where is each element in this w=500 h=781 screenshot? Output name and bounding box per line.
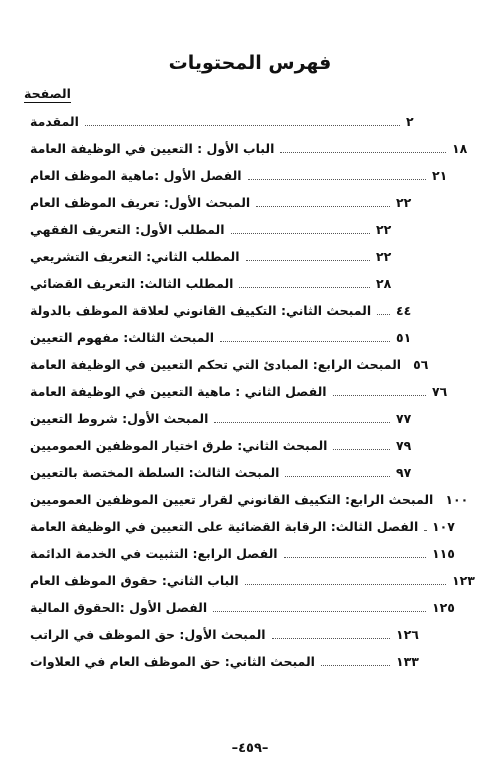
dot-leader bbox=[285, 476, 390, 477]
toc-label: المطلب الثاني: التعريف التشريعي bbox=[30, 248, 240, 264]
dot-leader bbox=[333, 395, 426, 396]
toc-row bbox=[30, 460, 432, 484]
toc-label: المبحث الثالث: مفهوم التعيين bbox=[30, 329, 215, 345]
toc-page-number: ٧٦ bbox=[432, 383, 448, 399]
toc-page-number: ٢٨ bbox=[376, 275, 392, 291]
toc-label: المبحث الثاني: حق الموظف العام في العلاوات bbox=[30, 653, 315, 669]
toc-label: المبحث الثالث: السلطة المختصة بالتعيين bbox=[30, 464, 280, 480]
toc-page-number: ٩٧ bbox=[396, 464, 412, 480]
toc-page-number: ٢ bbox=[406, 113, 414, 129]
toc-page-number: ٢١ bbox=[432, 167, 448, 183]
dot-leader bbox=[85, 125, 400, 126]
toc-label: الفصل الثاني : ماهية التعيين في الوظيفة العامة bbox=[30, 383, 327, 399]
toc-label: المبحث الأول: حق الموظف في الراتب bbox=[30, 626, 266, 642]
toc-label: الباب الأول : التعيين في الوظيفة العامة bbox=[30, 140, 275, 156]
toc-page-number: ٧٩ bbox=[396, 437, 412, 453]
dot-leader bbox=[256, 206, 390, 207]
toc-page-number: ٥٦ bbox=[413, 356, 429, 372]
toc-label: المطلب الأول: التعريف الفقهي bbox=[30, 221, 225, 237]
toc-row bbox=[30, 136, 488, 160]
toc-label: المقدمة bbox=[30, 113, 79, 129]
toc-row bbox=[30, 487, 469, 511]
toc-row bbox=[30, 595, 468, 619]
toc-page-number: ١١٥ bbox=[432, 545, 455, 561]
toc-page-number: ٥١ bbox=[396, 329, 412, 345]
toc-label: المبحث الأول: تعريف الموظف العام bbox=[30, 194, 251, 210]
toc-page-number: ١٠٠ bbox=[445, 491, 469, 507]
toc-page-number: ١٢٥ bbox=[432, 599, 455, 615]
dot-leader bbox=[424, 530, 426, 531]
toc-label: المطلب الثالث: التعريف القضائي bbox=[30, 275, 234, 291]
dot-leader bbox=[220, 341, 390, 342]
toc-page-number: ١٢٦ bbox=[396, 626, 419, 642]
toc-page-number: ٤٤ bbox=[396, 302, 412, 318]
toc-page-number: ٢٢ bbox=[376, 248, 392, 264]
footer-page-number: –٤٥٩– bbox=[231, 741, 269, 756]
dot-leader bbox=[245, 584, 446, 585]
toc-page-number: ١٢٣ bbox=[452, 572, 475, 588]
toc-label: المبحث الثاني: التكييف القانوني لعلاقة الموظف بالدولة bbox=[30, 302, 372, 318]
toc-row bbox=[30, 109, 442, 133]
toc-page-number: ١٠٧ bbox=[432, 518, 455, 534]
toc-row bbox=[30, 190, 432, 214]
page-column-header: الصفحة bbox=[24, 86, 71, 101]
toc-row bbox=[30, 406, 432, 430]
dot-leader bbox=[214, 422, 390, 423]
dot-leader bbox=[321, 665, 390, 666]
toc-page-number: ٢٢ bbox=[376, 221, 392, 237]
toc-label: المبحث الرابع: التكييف القانوني لقرار تعيين الموظفين العموميين bbox=[30, 491, 434, 507]
toc-row bbox=[30, 568, 488, 592]
toc-row bbox=[30, 244, 412, 268]
dot-leader bbox=[333, 449, 390, 450]
toc-page-number: ٧٧ bbox=[396, 410, 412, 426]
toc-label: الفصل الثالث: الرقابة القضائية على التعيين في الوظيفة العامة bbox=[30, 518, 419, 534]
toc-row bbox=[30, 379, 468, 403]
toc-row bbox=[30, 352, 432, 376]
toc-label: المبحث الثاني: طرق اختيار الموظفين العموميين bbox=[30, 437, 328, 453]
toc-row bbox=[30, 271, 412, 295]
page-title: فهرس المحتويات bbox=[168, 52, 332, 74]
dot-leader bbox=[272, 638, 390, 639]
toc-row bbox=[30, 514, 468, 538]
toc-label: الفصل الأول :ماهية الموظف العام bbox=[30, 167, 242, 183]
toc-row bbox=[30, 649, 432, 673]
toc-row bbox=[30, 541, 468, 565]
dot-leader bbox=[377, 314, 390, 315]
dot-leader bbox=[246, 260, 370, 261]
dot-leader bbox=[284, 557, 426, 558]
dot-leader bbox=[231, 233, 371, 234]
toc-label: الباب الثاني: حقوق الموظف العام bbox=[30, 572, 239, 588]
toc-page-number: ٢٢ bbox=[396, 194, 412, 210]
toc-row bbox=[30, 298, 432, 322]
toc-row bbox=[30, 163, 468, 187]
toc-label: الفصل الأول :الحقوق المالية bbox=[30, 599, 208, 615]
toc-row bbox=[30, 217, 412, 241]
toc-row bbox=[30, 433, 432, 457]
dot-leader bbox=[248, 179, 426, 180]
toc-row bbox=[30, 622, 432, 646]
toc-row bbox=[30, 325, 432, 349]
dot-leader bbox=[239, 287, 370, 288]
toc-page-number: ١٨ bbox=[452, 140, 468, 156]
toc-label: المبحث الرابع: المبادئ التي تحكم التعيين في الوظيفة العامة bbox=[30, 356, 402, 372]
toc-label: المبحث الأول: شروط التعيين bbox=[30, 410, 209, 426]
toc-label: الفصل الرابع: التثبيت في الخدمة الدائمة bbox=[30, 545, 278, 561]
dot-leader bbox=[280, 152, 446, 153]
toc-page-number: ١٣٣ bbox=[396, 653, 419, 669]
dot-leader bbox=[213, 611, 426, 612]
